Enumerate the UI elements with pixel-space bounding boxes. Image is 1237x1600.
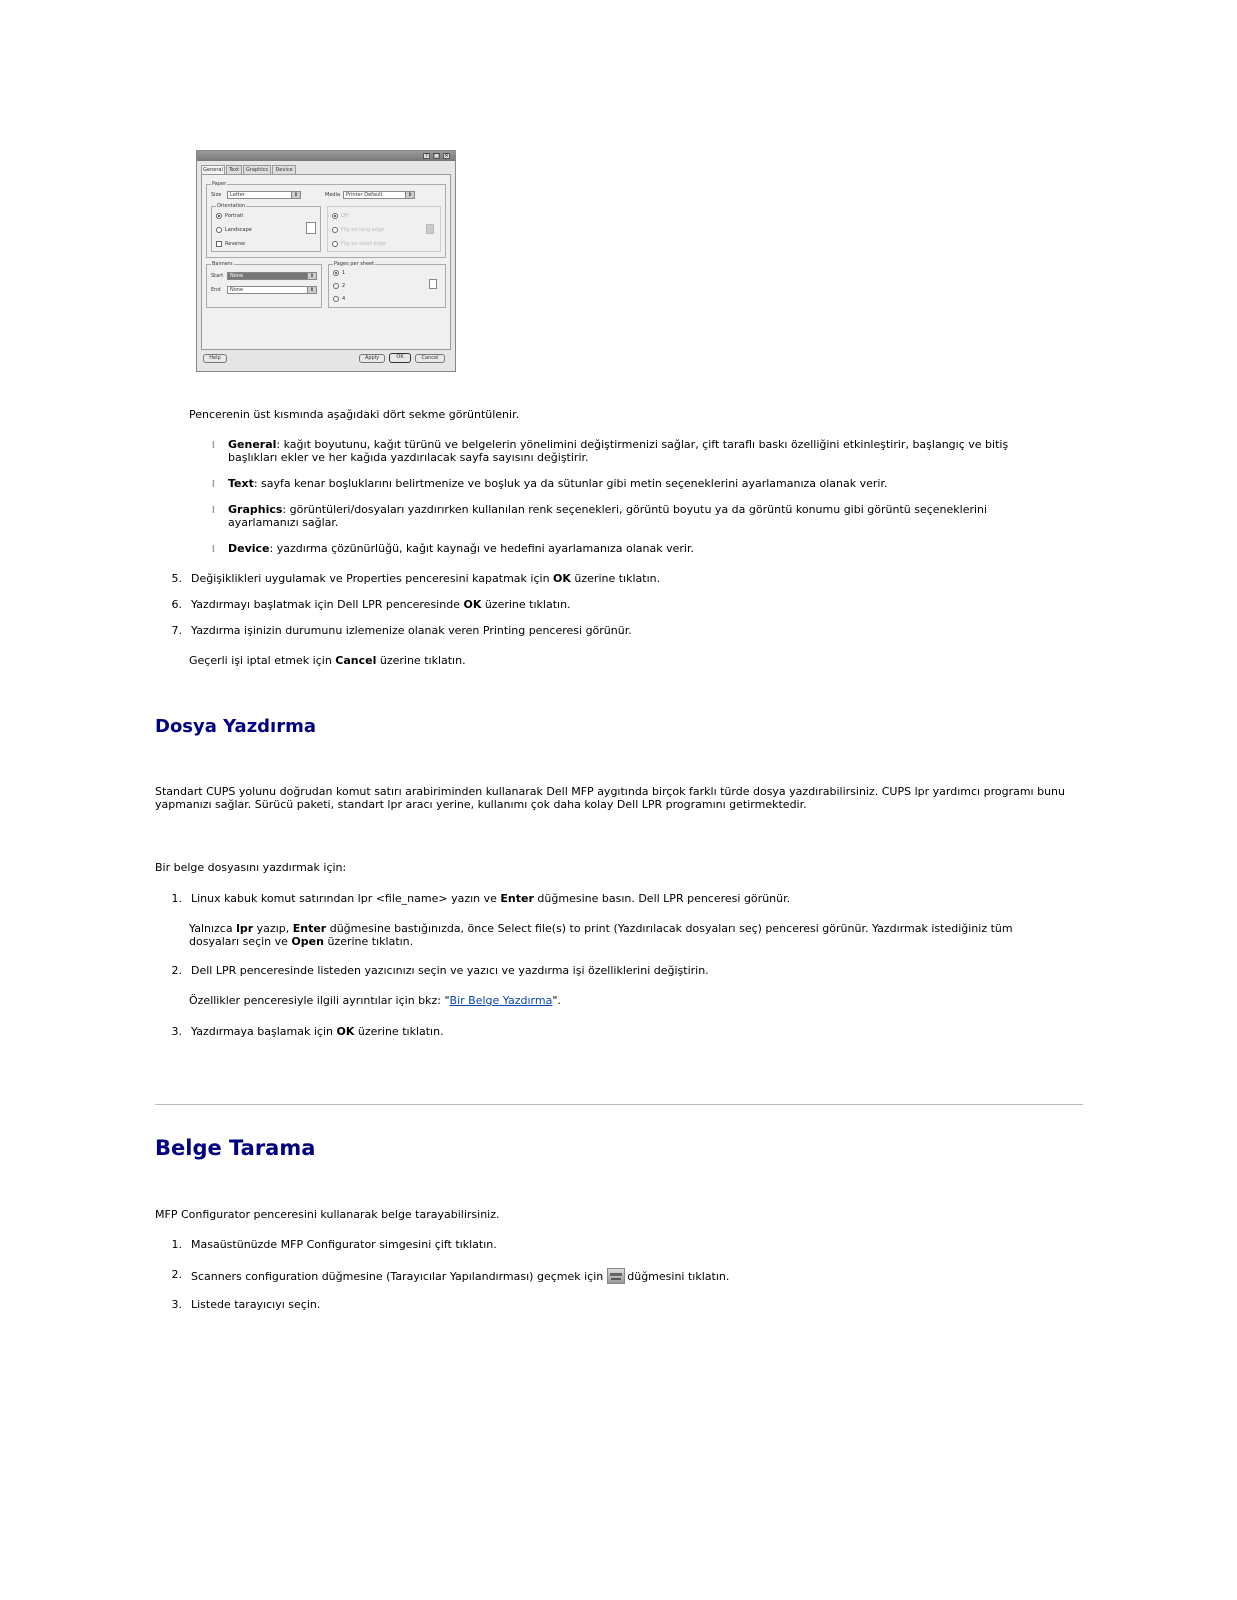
reverse-label: Reverse	[225, 241, 246, 247]
duplex-off-label: Off	[341, 213, 349, 219]
pps-1-label: 1	[342, 270, 346, 276]
pps-1-radio	[333, 270, 339, 276]
pps-2-radio	[333, 283, 339, 289]
bullet-term: Text	[228, 477, 254, 490]
bullet-graphics	[228, 503, 1048, 529]
apply-button: Apply	[359, 354, 385, 363]
s1-note-1	[189, 922, 1059, 948]
note-text: ".	[552, 994, 561, 1007]
s2-step-1: Masaüstünüzde MFP Configurator simgesini çift tıklatın.	[191, 1238, 497, 1251]
duplex-off-radio	[332, 213, 338, 219]
orientation-group	[211, 203, 321, 252]
duplex-long-radio	[332, 227, 338, 233]
step-7	[191, 624, 632, 637]
media-label: Media	[325, 192, 341, 198]
note-bold: Enter	[292, 922, 327, 935]
note-text: düğmesine bastığınızda, önce Select file(s) to print (Yazdırılacak dosyaları seç) penceresi görünür. Yazdırmak istediğiniz tüm dosyaları seçin ve	[189, 922, 1013, 948]
step-number: 3.	[171, 1298, 182, 1311]
note-text: üzerine tıklatın.	[323, 935, 414, 948]
section-divider	[155, 1104, 1083, 1105]
ok-button: OK	[389, 353, 411, 363]
bullet-term: General	[228, 438, 277, 451]
step-text: Yazdırmayı başlatmak için Dell LPR penceresinde	[191, 598, 464, 611]
step-text: düğmesini tıklatın.	[627, 1270, 730, 1283]
step-text: üzerine tıklatın.	[570, 572, 661, 585]
note-text: Özellikler penceresiyle ilgili ayrıntılar için bkz: "	[189, 994, 450, 1007]
section-heading-dosya-yazdirma: Dosya Yazdırma	[155, 716, 317, 737]
banners-label: Banners	[212, 261, 233, 267]
section-heading-belge-tarama: Belge Tarama	[155, 1136, 316, 1160]
step-bold: OK	[336, 1025, 355, 1038]
note-bold: Open	[291, 935, 324, 948]
tab-text: Text	[226, 165, 242, 174]
bullet-general	[228, 438, 1048, 464]
step-5	[191, 572, 660, 585]
banners-group	[206, 261, 322, 308]
start-value: None	[230, 273, 244, 279]
step-text: düğmesine basın. Dell LPR penceresi görünür.	[533, 892, 791, 905]
landscape-radio	[216, 227, 222, 233]
media-combo	[343, 191, 415, 199]
bullet-text: : kağıt boyutunu, kağıt türünü ve belgelerin yönelimini değiştirmenizi sağlar, çift taraflı baskı özelliğini etkinleştirir, başlangıç ve bitiş başlıkları ekler ve her kağıda yazdırılacak sayfa sayısını değiştirir.	[228, 438, 1009, 464]
step-number: 7.	[171, 624, 182, 637]
step-text: Değişiklikleri uygulamak ve Properties penceresini kapatmak için	[191, 572, 554, 585]
bullet-icon: l	[212, 506, 215, 516]
s1-step-3	[191, 1025, 444, 1038]
s2-step-3: Listede tarayıcıyı seçin.	[191, 1298, 321, 1311]
note-text: Yalnızca	[189, 922, 237, 935]
note-bold: Cancel	[335, 654, 377, 667]
help-icon: ?	[423, 153, 430, 159]
step-number: 5.	[171, 572, 182, 585]
step-number: 2.	[171, 964, 182, 977]
chevron-down-icon: ⇕	[307, 287, 316, 293]
note-text: yazıp,	[253, 922, 293, 935]
orientation-label: Orientation	[217, 203, 246, 209]
dialog-panel	[201, 174, 451, 350]
cancel-note	[189, 654, 466, 667]
chevron-down-icon: ⇕	[307, 273, 316, 279]
s2-step-2	[191, 1268, 729, 1284]
note-text: üzerine tıklatın.	[376, 654, 466, 667]
tabs-intro: Pencerenin üst kısmında aşağıdaki dört sekme görüntülenir.	[189, 408, 520, 421]
s1-step-1	[191, 892, 790, 905]
step-text: üzerine tıklatın.	[481, 598, 571, 611]
end-value: None	[230, 287, 244, 293]
close-icon: ×	[444, 153, 449, 159]
chevron-down-icon: ⇕	[291, 192, 300, 198]
duplex-group	[327, 206, 441, 252]
orientation-preview-icon	[306, 222, 316, 234]
pps-2-label: 2	[342, 283, 346, 289]
size-label: Size	[211, 192, 222, 198]
bullet-text-tab	[228, 477, 1048, 490]
step-6	[191, 598, 571, 611]
step-text: Linux kabuk komut satırından lpr <file_name> yazın ve	[191, 892, 501, 905]
pages-per-sheet-group	[328, 261, 446, 308]
note-text: Geçerli işi iptal etmek için	[189, 654, 336, 667]
step-bold: OK	[553, 572, 571, 585]
dialog-titlebar	[197, 151, 455, 161]
step-number: 3.	[171, 1025, 182, 1038]
bir-belge-yazdirma-link[interactable]: Bir Belge Yazdırma	[449, 994, 553, 1007]
end-label: End	[211, 287, 221, 293]
end-combo	[227, 286, 317, 294]
properties-dialog-screenshot	[196, 150, 456, 372]
duplex-short-radio	[332, 241, 338, 247]
paper-group	[206, 181, 446, 258]
bullet-icon: l	[212, 545, 215, 555]
tab-device: Device	[272, 165, 296, 174]
step-text: Yazdırmaya başlamak için	[191, 1025, 337, 1038]
s1-step-2: Dell LPR penceresinde listeden yazıcınızı seçin ve yazıcı ve yazdırma işi özelliklerini değiştirin.	[191, 964, 709, 977]
reverse-checkbox	[216, 241, 222, 247]
step-bold: OK	[463, 598, 482, 611]
scanner-icon	[607, 1268, 625, 1284]
landscape-label: Landscape	[225, 227, 252, 233]
cancel-button: Cancel	[415, 354, 445, 363]
step-text: Yazdırma işinizin durumunu izlemenize olanak veren Printing penceresi görünür.	[191, 624, 632, 637]
tab-general: General	[201, 165, 225, 174]
duplex-short-label: Flip on short edge	[341, 241, 387, 247]
pps-4-radio	[333, 296, 339, 302]
step-text: üzerine tıklatın.	[354, 1025, 444, 1038]
bullet-text: : sayfa kenar boşluklarını belirtmenize ve boşluk ya da sütunlar gibi metin seçeneklerini ayarlamanıza olanak verir.	[253, 477, 888, 490]
step-number: 1.	[171, 1238, 182, 1251]
note-bold: lpr	[236, 922, 254, 935]
bullet-icon: l	[212, 441, 215, 451]
size-value: Letter	[230, 192, 245, 198]
paper-group-label: Paper	[212, 181, 227, 187]
step-number: 2.	[171, 1268, 182, 1281]
step-bold: Enter	[500, 892, 534, 905]
pps-preview-icon	[429, 279, 437, 289]
step-number: 1.	[171, 892, 182, 905]
bullet-term: Device	[228, 542, 270, 555]
step-number: 6.	[171, 598, 182, 611]
pps-4-label: 4	[342, 296, 346, 302]
size-combo	[227, 191, 301, 199]
portrait-label: Portrait	[225, 213, 244, 219]
bullet-icon: l	[212, 480, 215, 490]
chevron-down-icon: ⇕	[405, 192, 414, 198]
s1-note-2	[189, 994, 561, 1007]
start-label: Start	[211, 273, 224, 279]
bullet-term: Graphics	[228, 503, 283, 516]
bullet-text: : yazdırma çözünürlüğü, kağıt kaynağı ve hedefini ayarlamanıza olanak verir.	[269, 542, 694, 555]
media-value: Printer Default	[346, 192, 383, 198]
bullet-text: : görüntüleri/dosyaları yazdırırken kullanılan renk seçenekleri, görüntü boyutu ya da görüntü konumu gibi görüntü seçeneklerini ayarlamanızı sağlar.	[228, 503, 988, 529]
duplex-preview-icon	[426, 224, 434, 234]
duplex-long-label: Flip on long edge	[341, 227, 385, 233]
portrait-radio	[216, 213, 222, 219]
tab-graphics: Graphics	[243, 165, 271, 174]
maximize-icon: □	[434, 153, 439, 159]
section1-intro: Standart CUPS yolunu doğrudan komut satırı arabiriminden kullanarak Dell MFP aygıtında birçok farklı türde dosya yazdırabilirsiniz. CUPS lpr yardımcı programı bunu yapmanızı sağlar. Sürücü paketi, standart lpr aracı yerine, kullanımı çok daha kolay Dell LPR programını getirmektedir.	[155, 785, 1065, 811]
pages-per-sheet-label: Pages per sheet	[334, 261, 375, 267]
section2-intro: MFP Configurator penceresini kullanarak belge tarayabilirsiniz.	[155, 1208, 500, 1221]
start-combo	[227, 272, 317, 280]
help-button: Help	[203, 354, 227, 363]
bullet-device	[228, 542, 1048, 555]
section1-lead: Bir belge dosyasını yazdırmak için:	[155, 861, 347, 874]
step-text: Scanners configuration düğmesine (Tarayıcılar Yapılandırması) geçmek için	[191, 1270, 604, 1283]
